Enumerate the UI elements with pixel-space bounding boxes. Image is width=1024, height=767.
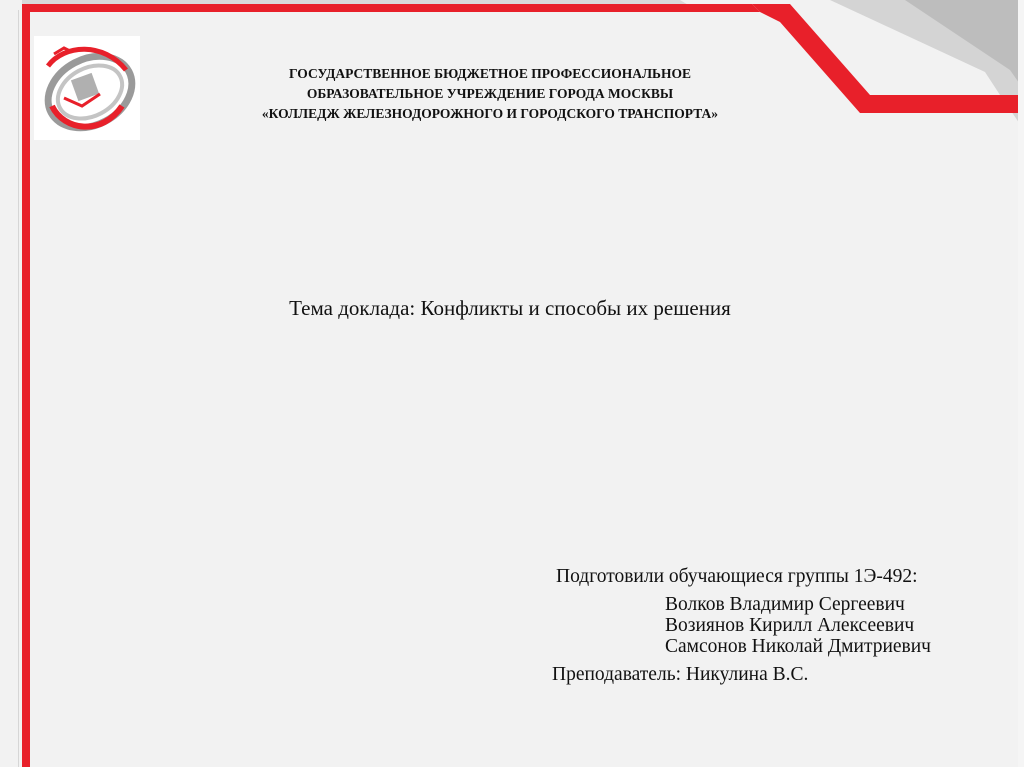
header-line-2: ОБРАЗОВАТЕЛЬНОЕ УЧРЕЖДЕНИЕ ГОРОДА МОСКВЫ [306, 86, 674, 101]
college-logo [34, 36, 140, 140]
right-edge [1018, 0, 1024, 767]
header-line-1: ГОСУДАРСТВЕННОЕ БЮДЖЕТНОЕ ПРОФЕССИОНАЛЬНОЕ [289, 66, 691, 81]
college-logo-icon [34, 36, 140, 140]
student-name: Самсонов Николай Дмитриевич [665, 636, 931, 657]
left-frame-gray-line [18, 10, 19, 767]
report-topic: Тема доклада: Конфликты и способы их решения [289, 296, 731, 320]
header-line-3: «КОЛЛЕДЖ ЖЕЛЕЗНОДОРОЖНОГО И ГОРОДСКОГО ТРАНСПОРТА» [261, 106, 719, 121]
prepared-by-label: Подготовили обучающиеся группы 1Э-492: [556, 566, 918, 587]
left-frame-red-bar [22, 12, 30, 767]
top-frame-red-bar [22, 4, 760, 12]
student-name: Возиянов Кирилл Алексеевич [665, 615, 915, 636]
institution-header [170, 64, 810, 124]
students-list [665, 594, 931, 657]
teacher-label: Преподаватель: Никулина В.С. [552, 664, 809, 685]
student-name: Волков Владимир Сергеевич [665, 594, 905, 615]
